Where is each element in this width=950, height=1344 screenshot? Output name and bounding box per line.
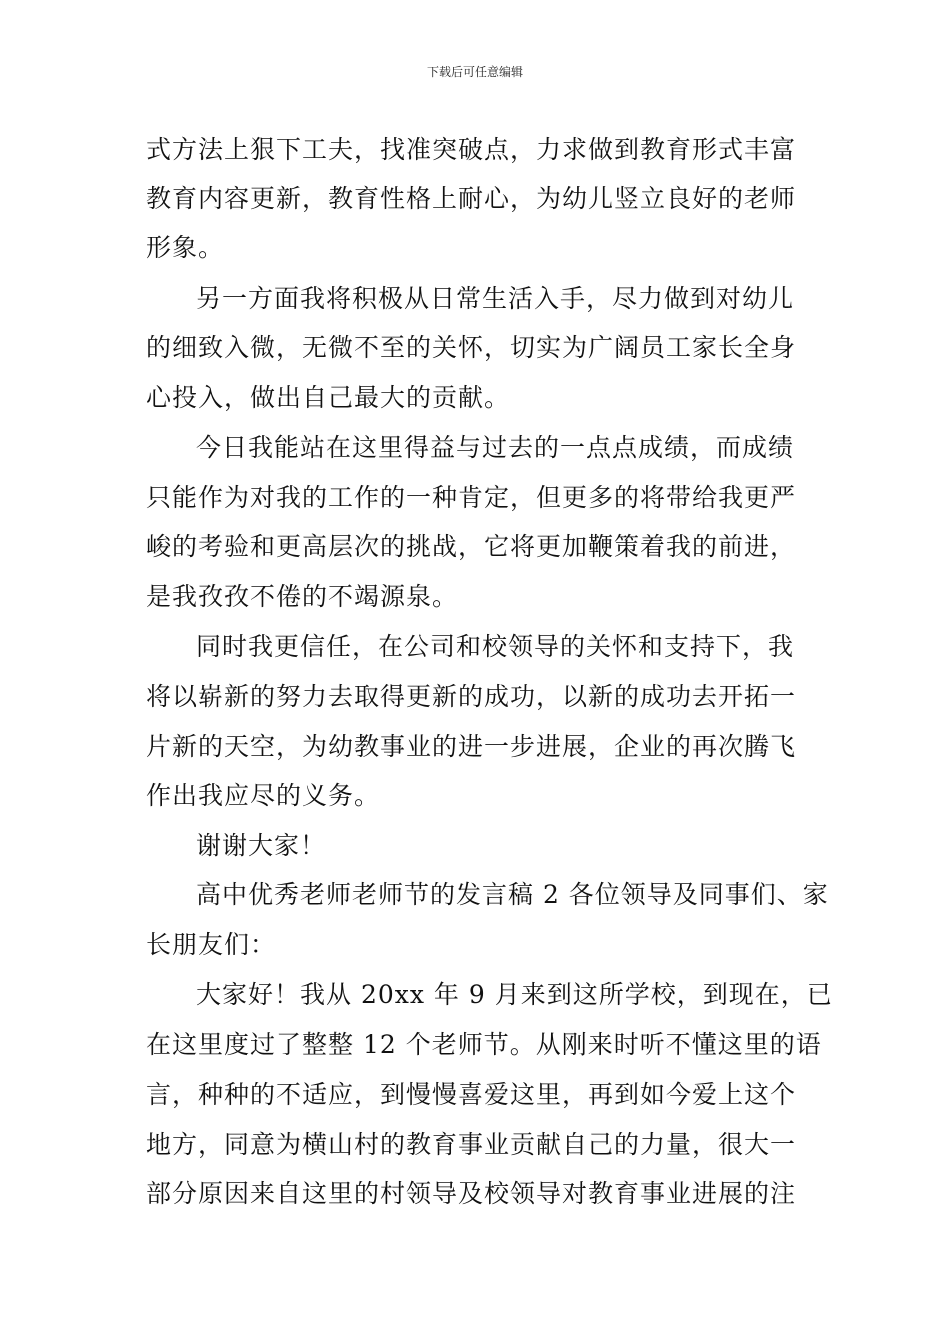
text-line: 心投入，做出自己最大的贡献。	[146, 383, 511, 412]
text-line: 峻的考验和更高层次的挑战，它将更加鞭策着我的前进，	[146, 532, 797, 561]
text-line: 大家好！我从 20xx 年 9 月来到这所学校，到现在，已	[196, 980, 833, 1009]
text-line: 谢谢大家！	[196, 831, 327, 860]
text-line: 片新的天空，为幼教事业的进一步进展，企业的再次腾飞	[146, 732, 797, 761]
text-line: 式方法上狠下工夫，找准突破点，力求做到教育形式丰富	[146, 135, 797, 164]
page-header: 下载后可任意编辑	[426, 65, 523, 79]
text-line: 部分原因来自这里的村领导及校领导对教育事业进展的注	[146, 1179, 797, 1208]
text-line: 是我孜孜不倦的不竭源泉。	[146, 582, 459, 611]
text-line: 同时我更信任，在公司和校领导的关怀和支持下，我	[196, 632, 795, 661]
text-line: 作出我应尽的义务。	[146, 781, 381, 810]
text-line: 在这里度过了整整 12 个老师节。从刚来时听不懂这里的语	[146, 1030, 822, 1059]
text-line: 今日我能站在这里得益与过去的一点点成绩，而成绩	[196, 433, 795, 462]
text-line: 的细致入微，无微不至的关怀，切实为广阔员工家长全身	[146, 333, 797, 362]
text-line: 高中优秀老师老师节的发言稿 2 各位领导及同事们、家	[196, 880, 829, 909]
text-line: 形象。	[146, 233, 225, 262]
text-line: 地方，同意为横山村的教育事业贡献自己的力量，很大一	[146, 1130, 797, 1159]
text-line: 长朋友们：	[146, 930, 277, 959]
text-line: 只能作为对我的工作的一种肯定，但更多的将带给我更严	[146, 483, 797, 512]
text-line: 教育内容更新，教育性格上耐心，为幼儿竖立良好的老师	[146, 184, 797, 213]
text-line: 言，种种的不适应，到慢慢喜爱这里，再到如今爱上这个	[146, 1080, 797, 1109]
text-line: 将以崭新的努力去取得更新的成功，以新的成功去开拓一	[146, 682, 797, 711]
text-line: 另一方面我将积极从日常生活入手，尽力做到对幼儿	[196, 284, 795, 313]
